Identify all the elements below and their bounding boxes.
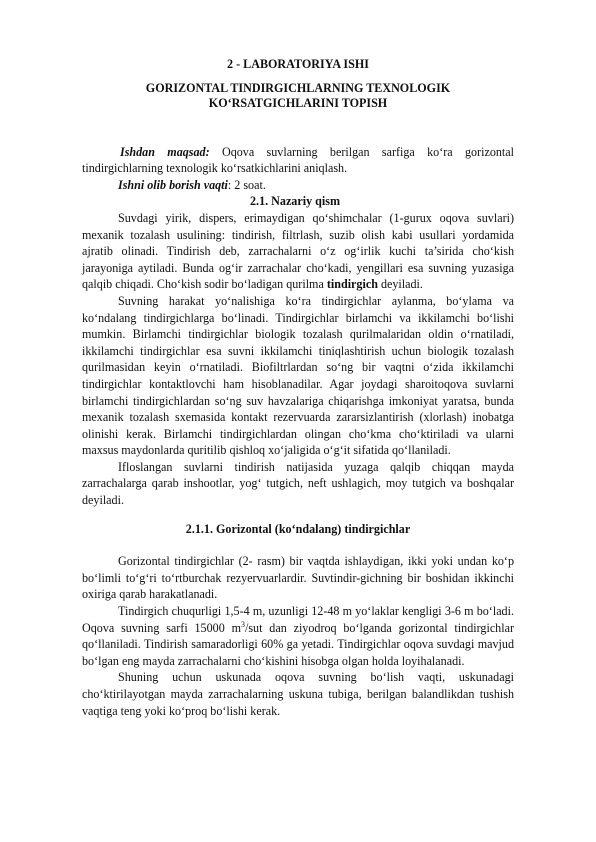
paragraph-4: Gorizontal tindirgichlar (2- rasm) bir vaqtda ishlaydigan, ikki yoki undan ko‘p bo‘limli to‘g‘ri to‘rtburchak rezyervuarlardir. Suvtindir-gichning bir boshidan ikkinchi oxiriga qarab harakatlanadi. [82,554,514,602]
document-page [82,56,514,719]
duration-text: : 2 soat. [227,177,266,192]
paragraph-5-text-b: /sut dan ziyodroq bo‘lganda gorizontal tindirgichlar qo‘llaniladi. Tindirish samaradorligi 60% ga yetadi. Tindirgichlar oqova suvdagi mavjud bo‘lgan eng mayda zarrachalarni cho‘kishini hisobga olgan holda loyihalanadi. [82,620,514,668]
purpose-paragraph [82,144,514,177]
paragraph-5-text-a: Tindirgich chuqurligi 1,5-4 m, uzunligi 12-48 m yo‘laklar kengligi 3-6 m bo‘ladi. Oqova suvning sarfi 15000 m [82,604,514,635]
main-title-line-1: GORIZONTAL TINDIRGICHLARNING TEXNOLOGIK [145,80,451,95]
section-heading: 2.1. Nazariy qism [250,194,341,209]
purpose-label: Ishdan maqsad: [120,144,210,159]
main-title [82,81,514,111]
paragraph-2: Suvning harakat yo‘nalishiga ko‘ra tindirgichlar aylanma, bo‘ylama va ko‘ndalang tindirgichlarga bo‘linadi. Tindirgichlar birlamchi va ikkilamchi bo‘lishi mumkin. Birlamchi tindirgichlar biologik tozalash qurilmalaridan oldin o‘rnatiladi, ikkilamchi tindirgichlar esa suvni ikkilamchi tiniqlashtirish uchun biologik tozalash qurilmasidan keyin o‘rnatiladi. Biofiltrlardan so‘ng bir vaqtni o‘zida ikkilamchi tindirgichlar kontaktlovchi ham hisoblanadilar. Agar joydagi sharoitoqova suvlarni birlamchi tindirgichlardan so‘ng suv havzalariga chiqarishga imkoniyat yaratsa, bunda mexanik tozalash sxemasida kontakt rezervuarda zararsizlantirish (xlorlash) inobatga olinishi kerak. Birlamchi tindirgichlardan olingan cho‘kma cho‘ktiriladi va ularni maxsus maydonlarda quritilib qishloq xo‘jaligida o‘g‘it sifatida qo‘llaniladi. [82,293,514,458]
paragraph-1-text-a: Suvdagi yirik, dispers, erimaydigan qo‘shimchalar (1-gurux oqova suvlari) mexanik tozalash usulining: tindirish, filtrlash, suzib olish kabi usullari yordamida ajratib olinadi. Tindirish deb, zarrachalarni o‘z og‘irlik kuchi ta’sirida cho‘kish jarayoniga aytiladi. Bunda og‘ir zarrachalar cho‘kadi, yengillari esa suvning yuzasiga qalqib chiqadi. Cho‘kish sodir bo‘ladigan qurilma [82,210,514,292]
duration-paragraph [82,177,514,194]
duration-label: Ishni olib borish vaqti [118,177,228,192]
purpose-text: Oqova suvlarning berilgan sarfiga ko‘ra gorizontal tindirgichlarning texnologik ko‘rsatkichlarini aniqlash. [82,144,514,176]
paragraph-3: Ifloslangan suvlarni tindirish natijasida yuzaga qalqib chiqqan mayda zarrachalarga qarab inshootlar, yog‘ tutgich, neft ushlagich, moy tutgich va boshqalar deyiladi. [82,459,514,508]
superscript-3: 3 [240,619,245,629]
paragraph-1-text-b: deyiladi. [377,277,423,292]
paragraph-6: Shuning uchun uskunada oqova suvning bo‘lish vaqti, uskunadagi cho‘ktirilayotgan mayda zarrachalarning uskuna tubiga, berilgan balandlikdan tushish vaqtiga teng yoki ko‘proq bo‘lishi kerak. [82,670,514,718]
paragraph-5 [82,603,514,669]
lab-title: 2 - LABORATORIYA ISHI [227,57,369,71]
subsection-heading: 2.1.1. Gorizontal (ko‘ndalang) tindirgichlar [185,521,411,536]
keyword-tindirgich: tindirgich [326,277,378,292]
paragraph-1 [82,210,514,293]
main-title-line-2: KO‘RSATGICHLARINI TOPISH [208,95,388,110]
